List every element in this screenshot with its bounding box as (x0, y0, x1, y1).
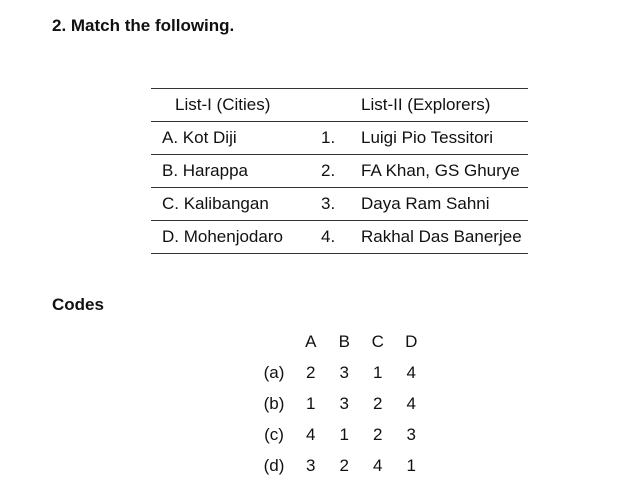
option-label: (c) (264, 424, 284, 444)
code-value: 1 (306, 393, 316, 413)
match-table (151, 88, 528, 254)
city-cell: A. Kot Diji (162, 128, 237, 147)
table-row (151, 188, 528, 221)
explorer-cell: Luigi Pio Tessitori (361, 128, 493, 147)
city-cell: B. Harappa (162, 161, 248, 180)
option-label: (b) (263, 393, 285, 413)
code-value: 3 (406, 424, 416, 444)
explorer-cell: Rakhal Das Banerjee (361, 227, 522, 246)
number-cell: 3. (321, 194, 336, 213)
list-1-header: List-I (Cities) (175, 95, 271, 114)
table-row (151, 221, 528, 254)
code-value: 3 (339, 362, 349, 382)
number-header (321, 89, 361, 122)
code-value: 2 (373, 393, 383, 413)
code-option-row (254, 450, 428, 481)
option-label-header (254, 326, 294, 357)
explorer-cell: Daya Ram Sahni (361, 194, 490, 213)
code-value: 2 (373, 424, 383, 444)
question-title: 2. Match the following. (52, 16, 235, 35)
code-option-row (254, 419, 428, 450)
code-value: 4 (406, 393, 416, 413)
number-cell: 1. (321, 128, 336, 147)
table-row (151, 155, 528, 188)
column-header: B (338, 331, 350, 351)
code-value: 4 (373, 455, 383, 475)
code-value: 4 (406, 362, 416, 382)
explorer-cell: FA Khan, GS Ghurye (361, 161, 520, 180)
column-header: C (371, 331, 384, 351)
list-2-header: List-II (Explorers) (361, 95, 491, 114)
column-header: A (305, 331, 317, 351)
city-cell: D. Mohenjodaro (162, 227, 283, 246)
code-option-row (254, 357, 428, 388)
code-value: 2 (306, 362, 316, 382)
column-header: D (405, 331, 418, 351)
option-label: (a) (263, 362, 285, 382)
city-cell: C. Kalibangan (162, 194, 269, 213)
code-value: 1 (406, 455, 416, 475)
code-value: 3 (306, 455, 316, 475)
option-label: (d) (263, 455, 285, 475)
code-value: 2 (339, 455, 349, 475)
codes-table (254, 326, 428, 481)
code-value: 3 (339, 393, 349, 413)
codes-header-row (254, 326, 428, 357)
match-table-header (151, 89, 528, 122)
number-cell: 2. (321, 161, 336, 180)
code-value: 1 (373, 362, 383, 382)
code-value: 1 (339, 424, 349, 444)
number-cell: 4. (321, 227, 336, 246)
code-value: 4 (306, 424, 316, 444)
code-option-row (254, 388, 428, 419)
codes-heading: Codes (52, 295, 104, 314)
table-row (151, 122, 528, 155)
